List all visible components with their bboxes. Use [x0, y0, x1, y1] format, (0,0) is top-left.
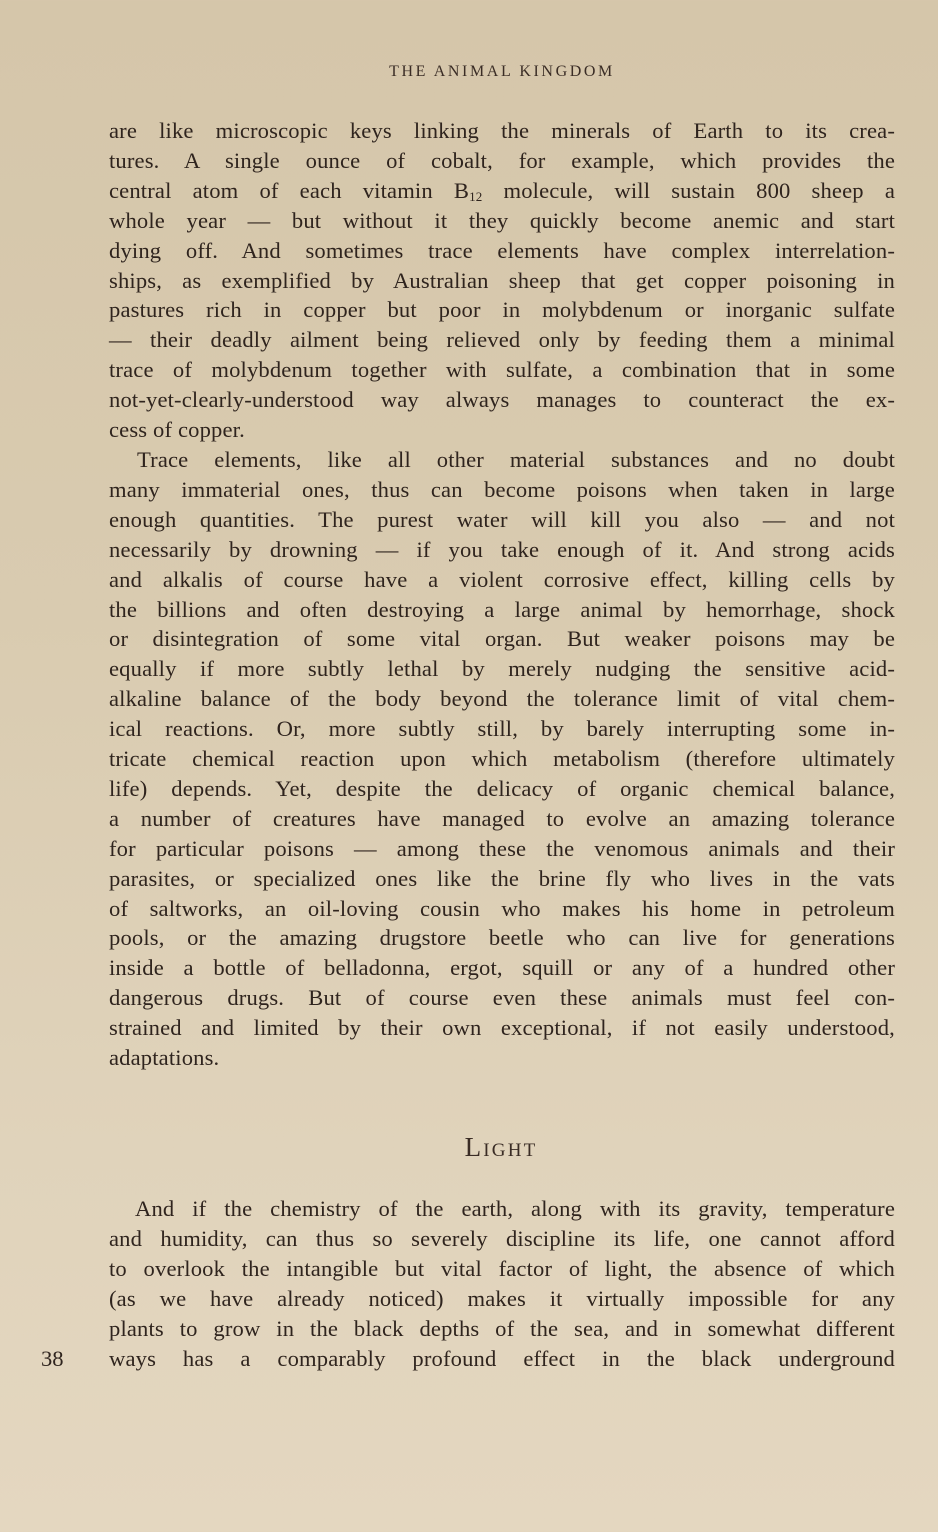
- text-line: adaptations.: [109, 1045, 220, 1071]
- text-line: or disintegration of some vital organ. But weaker poisons may be: [109, 626, 895, 652]
- running-head: THE ANIMAL KINGDOM: [389, 63, 615, 80]
- text-line: Trace elements, like all other material substances and no doubt: [137, 446, 895, 472]
- text-line: ical reactions. Or, more subtly still, by barely interrupting some in-: [109, 716, 895, 742]
- text-line: ways has a comparably profound effect in the black underground: [109, 1345, 895, 1371]
- text-line: pastures rich in copper but poor in molybdenum or inorganic sulfate: [109, 297, 895, 323]
- text-line: whole year — but without it they quickly become anemic and start: [109, 207, 895, 233]
- text-line: alkaline balance of the body beyond the tolerance limit of vital chem-: [109, 686, 895, 712]
- text-line: the billions and often destroying a large animal by hemorrhage, shock: [109, 596, 895, 622]
- text-line: many immaterial ones, thus can become poisons when taken in large: [109, 476, 895, 502]
- page-number: 38: [41, 1346, 64, 1371]
- text-line: life) depends. Yet, despite the delicacy of organic chemical balance,: [109, 775, 895, 801]
- text-line: dying off. And sometimes trace elements have complex interrelation-: [109, 237, 895, 263]
- text-line: pools, or the amazing drugstore beetle who can live for generations: [109, 925, 895, 951]
- paragraph-1: [109, 116, 895, 445]
- text-fragment: molecule, will sustain 800 sheep a: [482, 177, 895, 203]
- text-line: a number of creatures have managed to evolve an amazing tolerance: [109, 805, 895, 831]
- text-line: strained and limited by their own exceptional, if not easily understood,: [109, 1015, 895, 1041]
- text-line-with-subscript: [109, 176, 895, 206]
- text-line: of saltworks, an oil-loving cousin who makes his home in petroleum: [109, 895, 895, 921]
- text-line: — their deadly ailment being relieved only by feeding them a minimal: [109, 327, 895, 353]
- text-line: and humidity, can thus so severely discipline its life, one cannot afford: [109, 1225, 895, 1251]
- text-line: and alkalis of course have a violent corrosive effect, killing cells by: [109, 566, 895, 592]
- text-line: And if the chemistry of the earth, along with its gravity, temperature: [135, 1196, 895, 1221]
- text-line: plants to grow in the black depths of the sea, and in somewhat different: [109, 1315, 895, 1341]
- text-line: not-yet-clearly-understood way always manages to counteract the ex-: [109, 387, 895, 413]
- text-line: are like microscopic keys linking the minerals of Earth to its crea-: [109, 118, 895, 143]
- text-line: tricate chemical reaction upon which metabolism (therefore ultimately: [109, 746, 895, 772]
- text-line: ships, as exemplified by Australian sheep that get copper poisoning in: [109, 267, 895, 293]
- text-line: inside a bottle of belladonna, ergot, squill or any of a hundred other: [109, 955, 895, 981]
- section-heading: Light: [464, 1132, 538, 1162]
- text-line: for particular poisons — among these the venomous animals and their: [109, 835, 895, 861]
- text-line: necessarily by drowning — if you take enough of it. And strong acids: [109, 536, 895, 562]
- text-block-upper: [109, 116, 895, 1073]
- text-line: parasites, or specialized ones like the brine fly who lives in the vats: [109, 865, 895, 891]
- text-line: cess of copper.: [109, 417, 245, 443]
- subscript: 12: [469, 188, 483, 204]
- text-line: dangerous drugs. But of course even these animals must feel con-: [109, 985, 895, 1011]
- text-line: tures. A single ounce of cobalt, for example, which provides the: [109, 147, 895, 173]
- paragraph-2: [109, 445, 895, 1073]
- paragraph-3: [109, 1194, 895, 1373]
- text-line: equally if more subtly lethal by merely nudging the sensitive acid-: [109, 656, 895, 682]
- text-line: enough quantities. The purest water will kill you also — and not: [109, 506, 895, 532]
- text-line: trace of molybdenum together with sulfate, a combination that in some: [109, 357, 895, 383]
- text-line: to overlook the intangible but vital factor of light, the absence of which: [109, 1255, 895, 1281]
- text-line: (as we have already noticed) makes it virtually impossible for any: [109, 1285, 895, 1311]
- text-fragment: central atom of each vitamin B: [109, 177, 470, 203]
